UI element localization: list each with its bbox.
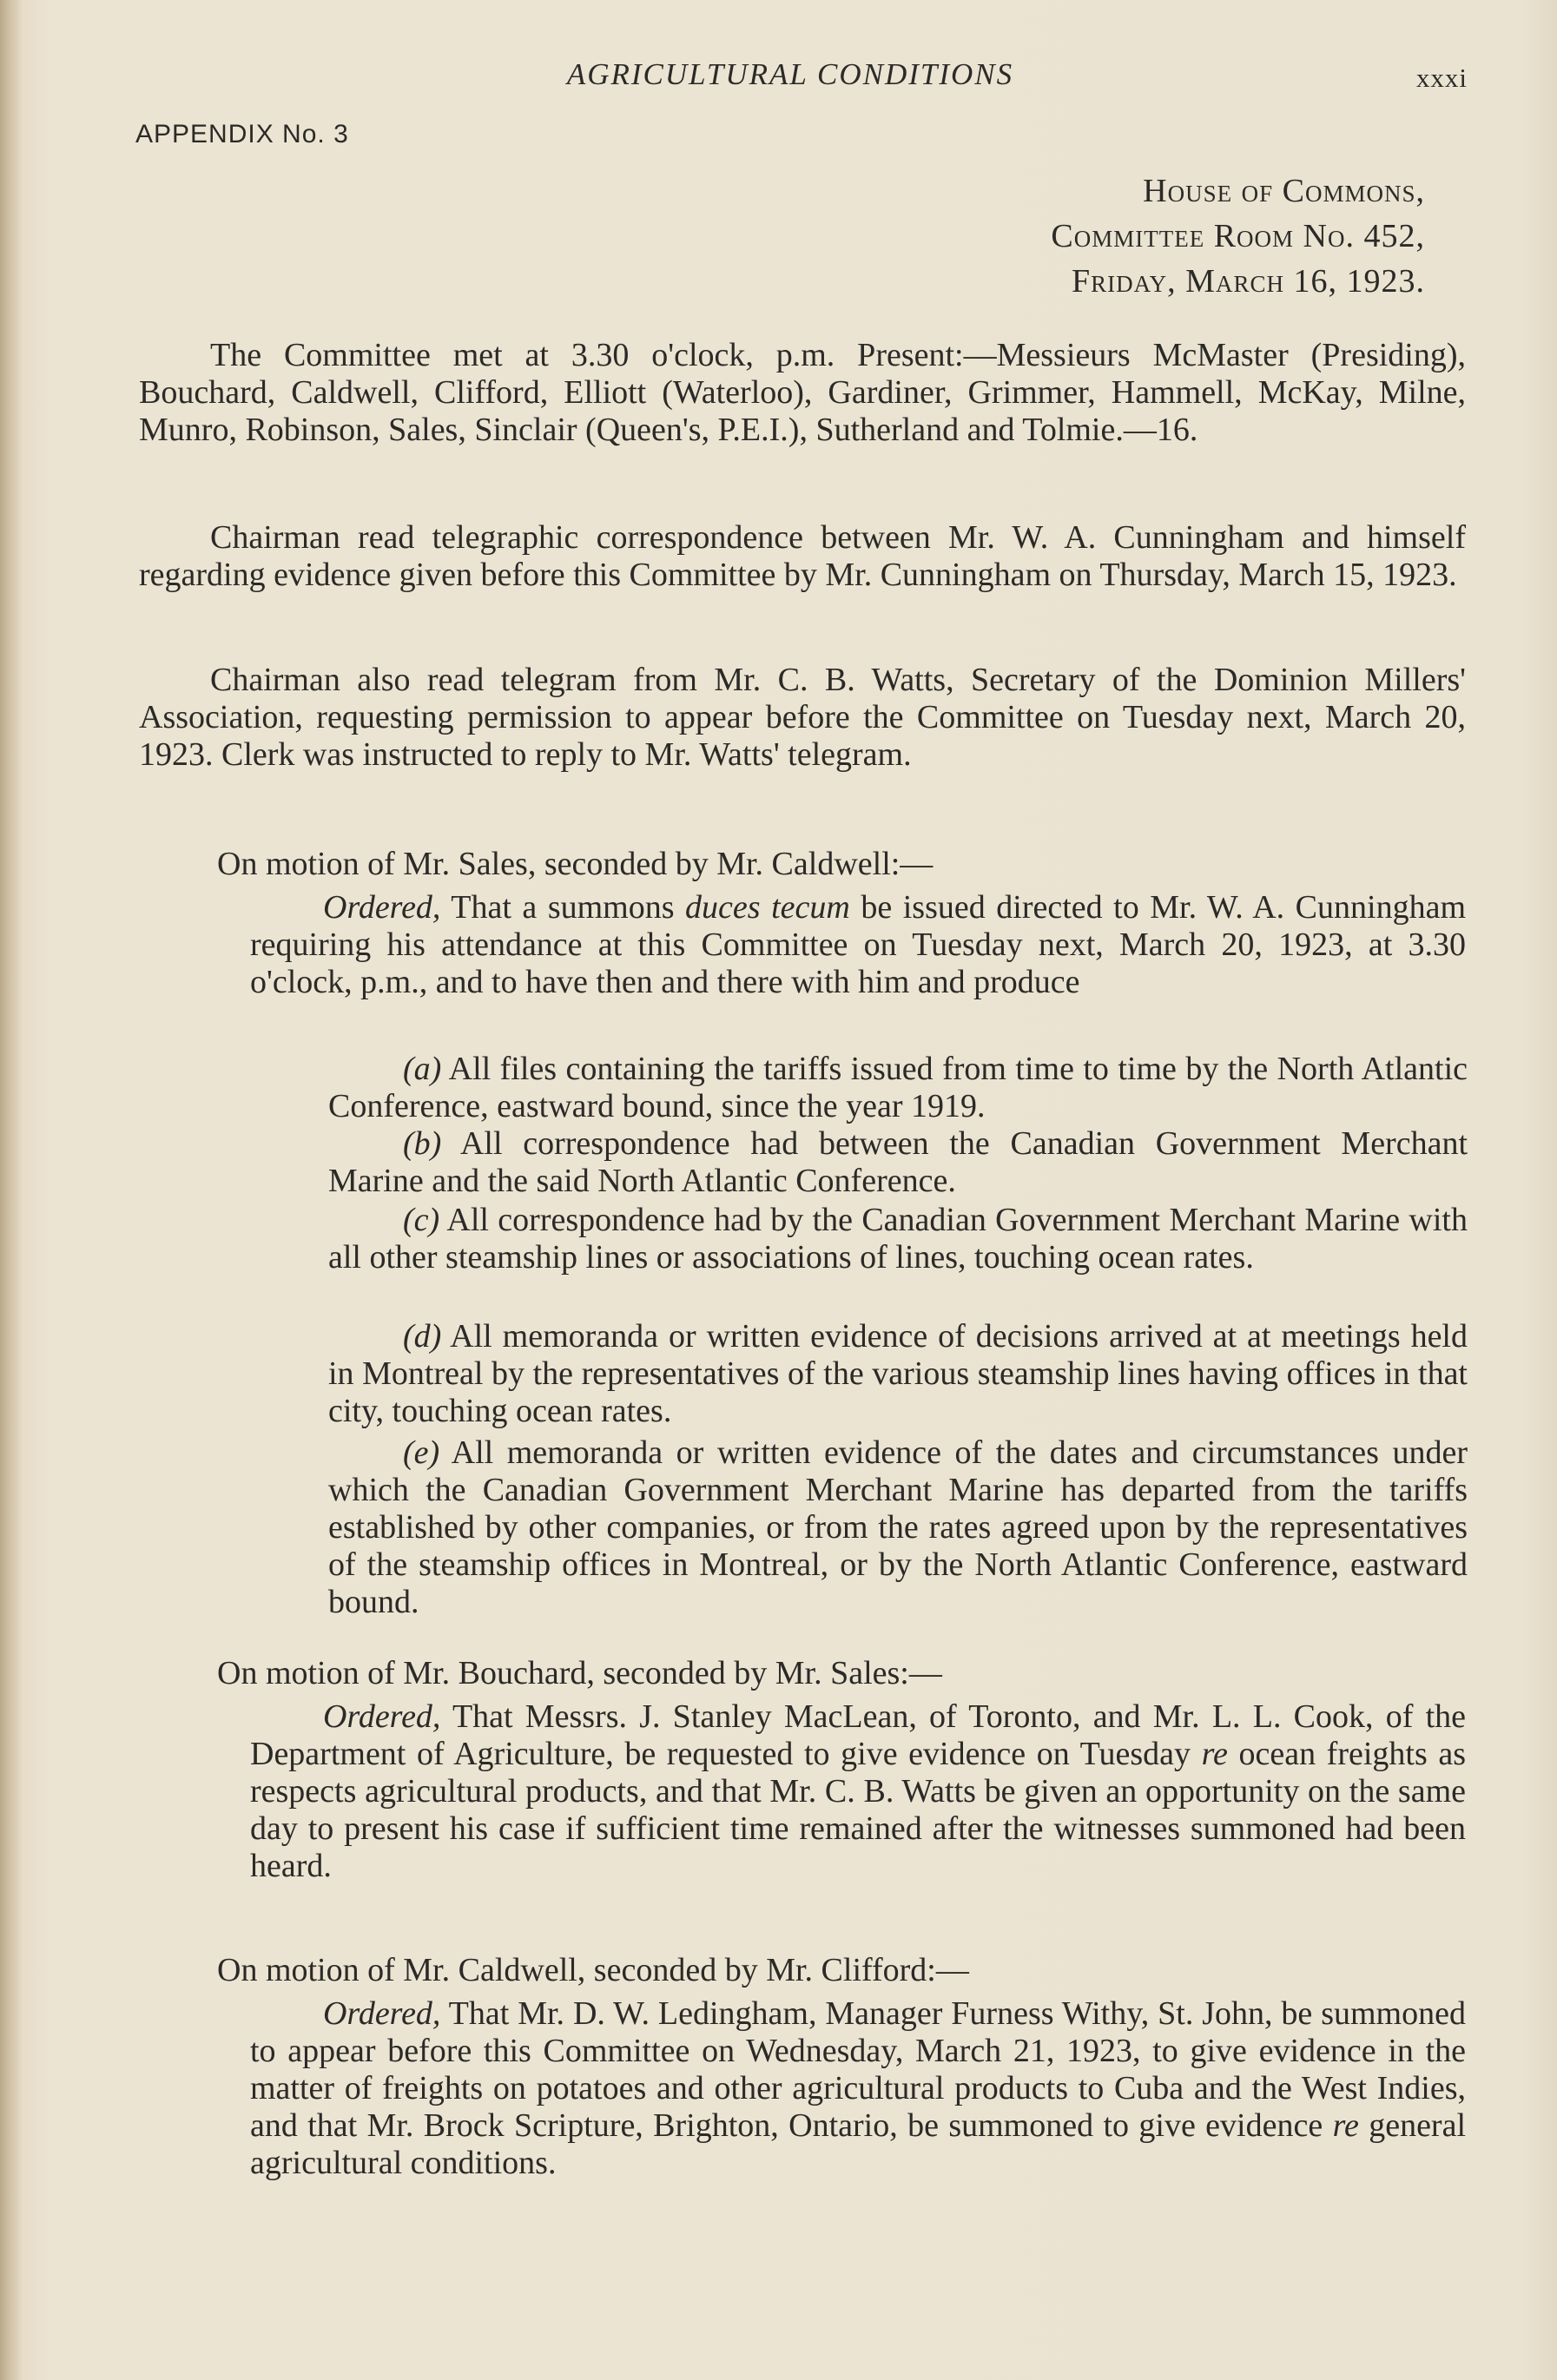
place-room: Committee Room No. 452, (1051, 218, 1425, 254)
binding-shadow (0, 0, 23, 2380)
running-title: AGRICULTURAL CONDITIONS (566, 57, 1014, 91)
order-item-b: (b) All correspondence had between the Canadian Government Merchant Marine and the said North Atlantic Conference. (328, 1125, 1468, 1199)
appendix-label: APPENDIX No. 3 (135, 120, 349, 148)
motion-2-order: Ordered, That Messrs. J. Stanley MacLean, of Toronto, and Mr. L. L. Cook, of the Department of Agriculture, be requested to give evidence on Tuesday re ocean freights as respects agricultural products, and that Mr. C. B. Watts be given an opportunity on the same day to present his case if sufficient time remained after the witnesses summoned had been heard. (250, 1698, 1467, 1884)
place-date: Friday, March 16, 1923. (1072, 263, 1425, 300)
paragraph-present: The Committee met at 3.30 o'clock, p.m. Present:—Messieurs McMaster (Presiding), Bouchard, Caldwell, Clifford, Elliott (Waterloo), Gardiner, Grimmer, Hammell, McKay, Milne, Munro, Robinson, Sales, Sinclair (Queen's, P.E.I.), Sutherland and Tolmie.—16. (139, 337, 1466, 448)
motion-1-intro: On motion of Mr. Sales, seconded by Mr. Caldwell:— (217, 846, 934, 882)
order-item-c: (c) All correspondence had by the Canadian Government Merchant Marine with all other steamship lines or associations of lines, touching ocean rates. (328, 1202, 1468, 1276)
ordered-label: Ordered, (323, 889, 441, 926)
motion-1-order: Ordered, That a summons duces tecum be issued directed to Mr. W. A. Cunningham requiring his attendance at this Committee on Tuesday next, March 20, 1923, at 3.30 o'clock, p.m., and to have then and there with him and produce (250, 889, 1466, 1000)
paragraph-telegraphic: Chairman read telegraphic correspondence between Mr. W. A. Cunningham and himself regarding evidence given before this Committee by Mr. Cunningham on Thursday, March 15, 1923. (139, 519, 1466, 593)
page-number: xxxi (1415, 63, 1468, 93)
duces-tecum: duces tecum (685, 889, 850, 926)
motion-3-intro: On motion of Mr. Caldwell, seconded by Mr. Clifford:— (217, 1952, 969, 1988)
motion-2-intro: On motion of Mr. Bouchard, seconded by Mr. Sales:— (217, 1655, 942, 1691)
order-item-a: (a) All files containing the tariffs issued from time to time by the North Atlantic Conference, eastward bound, since the year 1919. (328, 1051, 1468, 1124)
order-item-d: (d) All memoranda or written evidence of decisions arrived at at meetings held in Montreal by the representatives of the various steamship lines having offices in that city, touching ocean rates. (328, 1318, 1468, 1429)
motion-3-order: Ordered, That Mr. D. W. Ledingham, Manager Furness Withy, St. John, be summoned to appear before this Committee on Wednesday, March 21, 1923, to give evidence in the matter of freights on potatoes and other agricultural products to Cuba and the West Indies, and that Mr. Brock Scripture, Brighton, Ontario, be summoned to give evidence re general agricultural conditions. (250, 1995, 1467, 2181)
order-item-e: (e) All memoranda or written evidence of the dates and circumstances under which the Canadian Government Merchant Marine has departed from the tariffs established by other companies, or from the rates agreed upon by the representatives of the steamship offices in Montreal, or by the North Atlantic Conference, eastward bound. (328, 1434, 1468, 1620)
paragraph-telegram: Chairman also read telegram from Mr. C. B. Watts, Secretary of the Dominion Millers' Association, requesting permission to appear before the Committee on Tuesday next, March 20, 1923. Clerk was instructed to reply to Mr. Watts' telegram. (139, 662, 1466, 773)
place-house: House of Commons, (1143, 173, 1425, 209)
